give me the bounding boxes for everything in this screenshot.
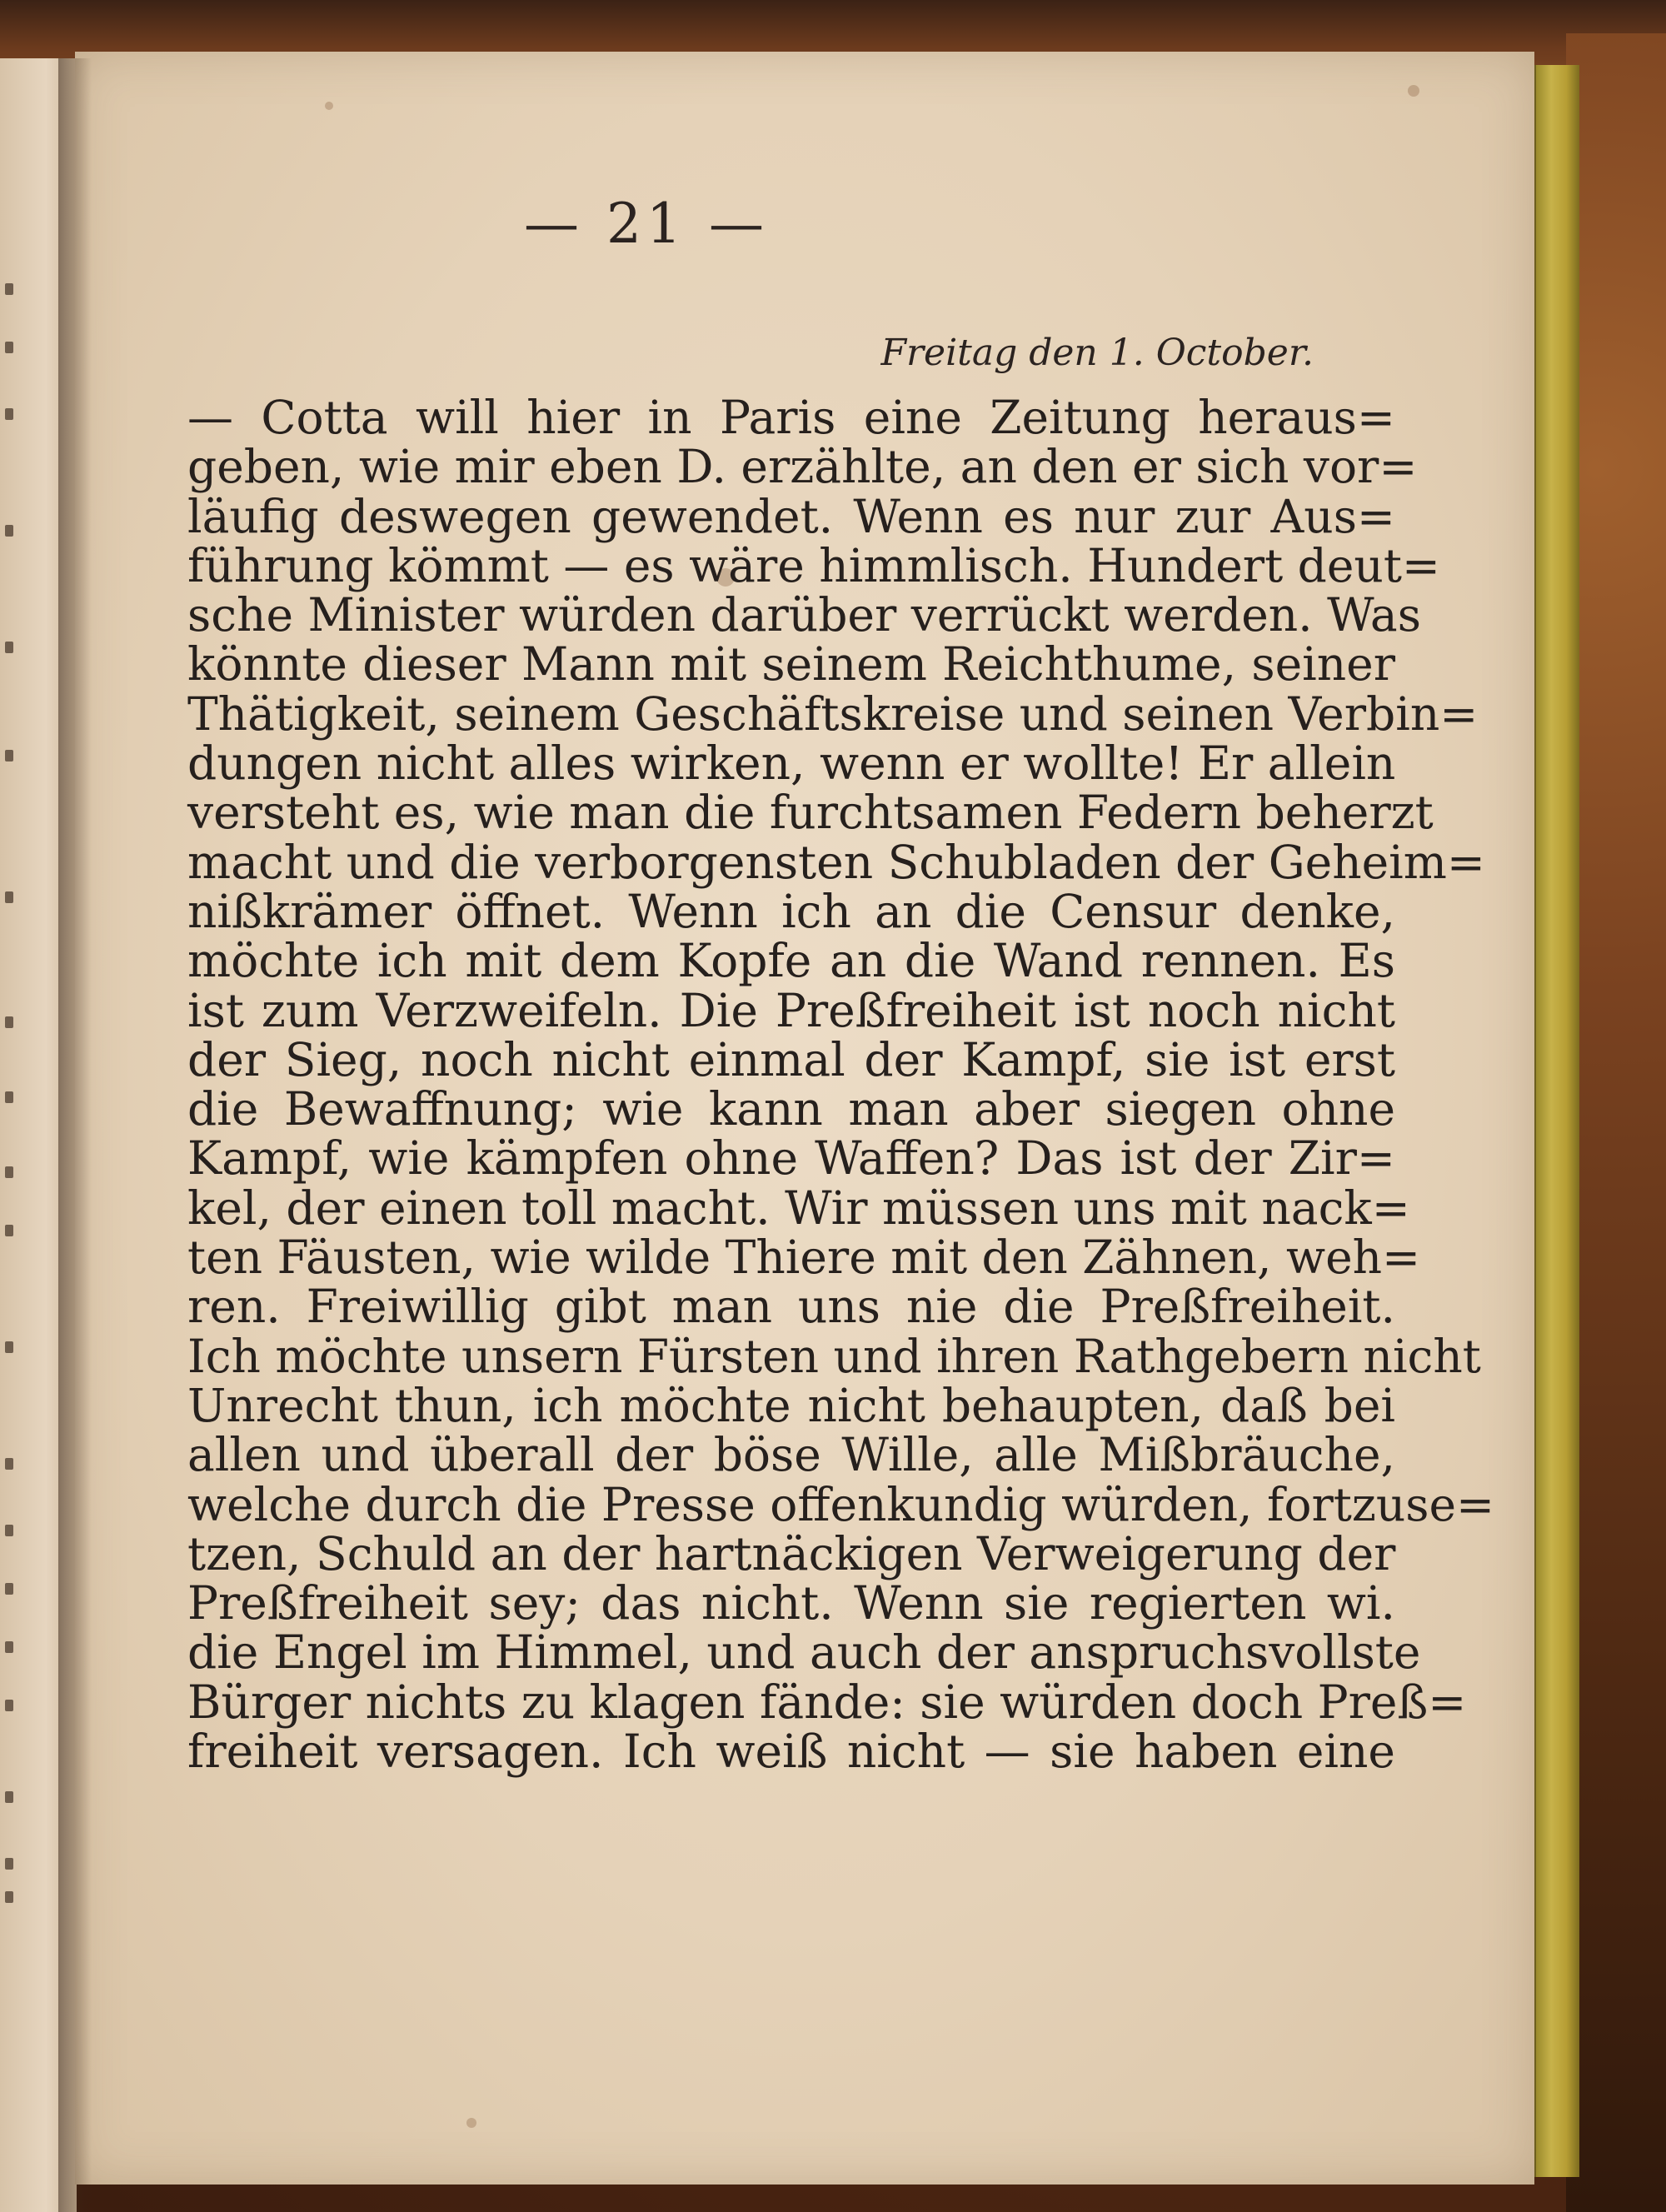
text-line: Thätigkeit, seinem Geschäftskreise und seinen Verbin= <box>187 687 1479 741</box>
text-line: Ich möchte unsern Fürsten und ihren Rathgebern nicht <box>187 1329 1481 1383</box>
text-line: die Engel im Himmel, und auch der anspruchsvollste <box>187 1625 1421 1680</box>
text-line: allen und überall der böse Wille, alle Mißbräuche, <box>187 1428 1395 1482</box>
text-line: ten Fäusten, wie wilde Thiere mit den Zähnen, weh= <box>187 1231 1421 1285</box>
text-line: — Cotta will hier in Paris eine Zeitung heraus= <box>187 391 1395 444</box>
text-line: Unrecht thun, ich möchte nicht behaupten, daß bei <box>187 1378 1395 1432</box>
cover-right-edge <box>1566 33 1666 2212</box>
text-line: könnte dieser Mann mit seinem Reichthume, seiner <box>187 637 1395 692</box>
text-line: tzen, Schuld an der hartnäckigen Verweigerung der <box>187 1526 1396 1580</box>
gilt-page-edges <box>1534 65 1579 2177</box>
text-line: führung kömmt — es wäre himmlisch. Hundert deut= <box>187 538 1441 592</box>
book-page <box>75 52 1534 2185</box>
text-line: nißkrämer öffnet. Wenn ich an die Censur denke, <box>187 884 1395 938</box>
text-line: ren. Freiwillig gibt man uns nie die Preßfreiheit. <box>187 1280 1395 1334</box>
text-line: macht und die verborgensten Schubladen der Geheim= <box>187 835 1485 889</box>
gutter-shadow <box>58 58 92 2212</box>
text-line: geben, wie mir eben D. erzählte, an den er sich vor= <box>187 440 1418 494</box>
page-number: — 21 — <box>524 192 769 256</box>
text-line: Preßfreiheit sey; das nicht. Wenn sie regierten wi. <box>187 1576 1395 1630</box>
text-line: welche durch die Presse offenkundig würden, fortzuse= <box>187 1477 1495 1531</box>
text-line: Kampf, wie kämpfen ohne Waffen? Das ist der Zir= <box>187 1131 1395 1186</box>
date-heading: Freitag den 1. October. <box>880 332 1314 374</box>
text-line: der Sieg, noch nicht einmal der Kampf, sie ist erst <box>187 1032 1395 1086</box>
text-line: die Bewaffnung; wie kann man aber siegen ohne <box>187 1082 1395 1136</box>
text-line: läufig deswegen gewendet. Wenn es nur zur Aus= <box>187 489 1395 543</box>
text-line: freiheit versagen. Ich weiß nicht — sie haben eine <box>187 1725 1395 1779</box>
text-line: möchte ich mit dem Kopfe an die Wand rennen. Es <box>187 934 1395 988</box>
text-line: versteht es, wie man die furchtsamen Federn beherzt <box>187 786 1434 840</box>
text-line: sche Minister würden darüber verrückt werden. Was <box>187 588 1421 642</box>
text-line: Bürger nichts zu klagen fände: sie würden doch Preß= <box>187 1675 1467 1729</box>
text-line: dungen nicht alles wirken, wenn er wollte! Er allein <box>187 737 1396 791</box>
text-line: ist zum Verzweifeln. Die Preßfreiheit ist noch nicht <box>187 983 1395 1037</box>
body-text <box>187 391 1495 1779</box>
text-line: kel, der einen toll macht. Wir müssen uns mit nack= <box>187 1181 1410 1235</box>
